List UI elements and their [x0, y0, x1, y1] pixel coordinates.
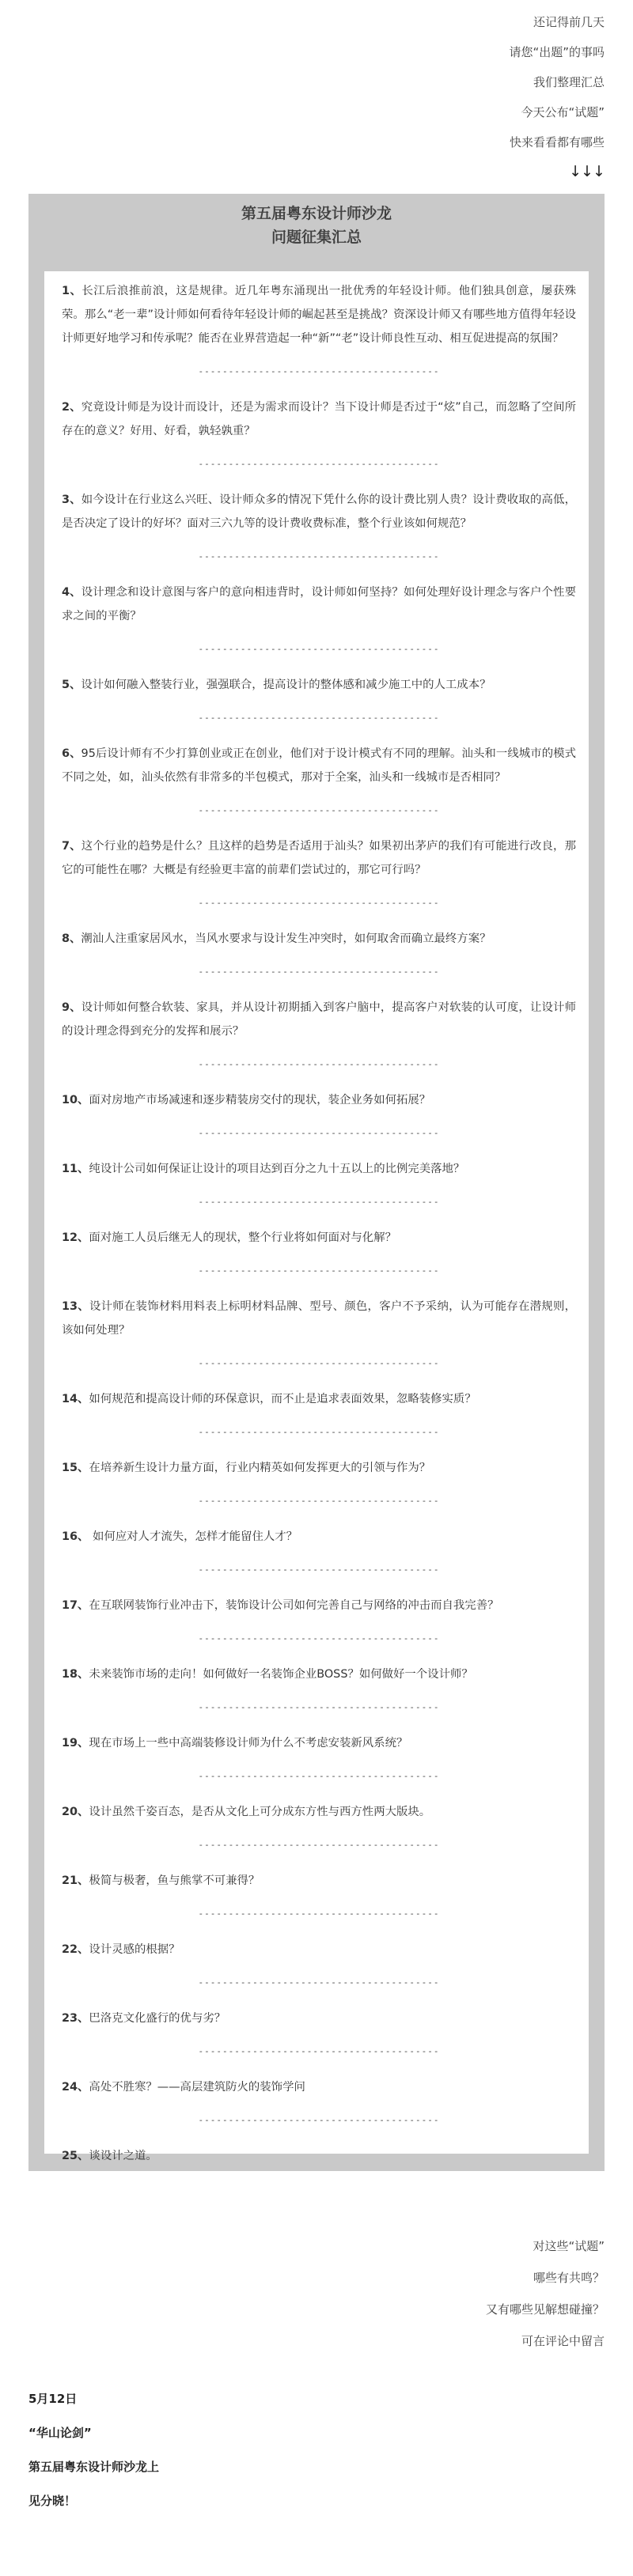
- question-item: [62, 1295, 576, 1342]
- question-text: 设计师如何整合软装、家具，并从设计初期插入到客户脑中，提高客户对软装的认可度，让设计师的设计理念得到充分的发挥和展示？: [62, 1001, 576, 1038]
- question-separator: ----------------------------------------: [198, 1908, 440, 1919]
- question-item: [62, 2144, 576, 2168]
- question-item: [62, 1088, 576, 1112]
- question-item: [62, 1662, 576, 1686]
- intro-line: 我们整理汇总: [533, 75, 605, 89]
- question-separator: ----------------------------------------: [198, 1128, 440, 1138]
- question-separator: ----------------------------------------: [198, 1771, 440, 1781]
- question-text: 设计灵感的根据？: [89, 1943, 180, 1956]
- question-number: 2、: [62, 401, 81, 414]
- question-number: 7、: [62, 840, 81, 853]
- card-title-line: 第五届粤东设计师沙龙: [241, 205, 392, 222]
- question-text: 在互联网装饰行业冲击下，装饰设计公司如何完善自己与网络的冲击而自我完善？: [89, 1599, 499, 1612]
- question-item: [62, 927, 576, 951]
- question-number: 22、: [62, 1943, 89, 1956]
- outro-text: [486, 2234, 605, 2361]
- question-number: 8、: [62, 932, 81, 945]
- question-separator: ----------------------------------------: [198, 2046, 440, 2056]
- card-title-line: 问题征集汇总: [271, 229, 362, 246]
- question-text: 纯设计公司如何保证让设计的项目达到百分之九十五以上的比例完美落地？: [89, 1163, 465, 1175]
- question-number: 5、: [62, 679, 81, 691]
- question-number: 20、: [62, 1806, 89, 1818]
- event-line: 见分晓！: [28, 2494, 77, 2508]
- question-item: [62, 1157, 576, 1181]
- question-separator: ----------------------------------------: [198, 898, 440, 908]
- question-text: 设计师在装饰材料用料表上标明材料品牌、型号、颜色，客户不予采纳，认为可能存在潜规则，该如何处理？: [62, 1300, 576, 1337]
- question-text: 面对房地产市场减速和逐步精装房交付的现状，装企业务如何拓展？: [89, 1094, 431, 1106]
- intro-line: 还记得前几天: [533, 15, 605, 29]
- question-item: [62, 1456, 576, 1480]
- question-item: [62, 834, 576, 882]
- question-item: [62, 1800, 576, 1824]
- question-separator: ----------------------------------------: [198, 1496, 440, 1506]
- question-text: 在培养新生设计力量方面，行业内精英如何发挥更大的引领与作为？: [89, 1462, 431, 1474]
- question-number: 1、: [62, 285, 82, 297]
- event-line: 第五届粤东设计师沙龙上: [28, 2460, 160, 2474]
- question-text: 潮汕人注重家居风水，当风水要求与设计发生冲突时，如何取舍而确立最终方案？: [81, 932, 491, 945]
- question-text: 极简与极奢，鱼与熊掌不可兼得？: [89, 1874, 260, 1887]
- question-separator: ----------------------------------------: [198, 1358, 440, 1368]
- question-number: 14、: [62, 1393, 89, 1405]
- question-separator: ----------------------------------------: [198, 1702, 440, 1712]
- question-text: 巴洛克文化盛行的优与劣？: [89, 2012, 226, 2025]
- question-separator: ----------------------------------------: [198, 551, 440, 562]
- question-separator: ----------------------------------------: [198, 644, 440, 654]
- question-text: 这个行业的趋势是什么？且这样的趋势是否适用于汕头？如果初出茅庐的我们有可能进行改良，那它的可能性在哪？大概是有经验更丰富的前辈们尝试过的，那它可行吗？: [62, 840, 576, 876]
- question-separator: ----------------------------------------: [198, 1977, 440, 1988]
- question-number: 21、: [62, 1874, 89, 1887]
- question-text: 如何规范和提高设计师的环保意识，而不止是追求表面效果，忽略装修实质？: [89, 1393, 476, 1405]
- event-line: “华山论剑”: [28, 2426, 92, 2440]
- question-text: 面对施工人员后继无人的现状，整个行业将如何面对与化解？: [89, 1231, 396, 1244]
- question-separator: ----------------------------------------: [198, 1265, 440, 1276]
- question-item: [62, 673, 576, 697]
- outro-line: 对这些“试题”: [533, 2239, 605, 2253]
- question-number: 6、: [62, 747, 81, 760]
- question-number: 18、: [62, 1668, 89, 1681]
- question-item: [62, 742, 576, 789]
- outro-line: 哪些有共鸣？: [533, 2271, 605, 2285]
- question-number: 17、: [62, 1599, 89, 1612]
- question-text: 究竟设计师是为设计而设计，还是为需求而设计？当下设计师是否过于“炫”自己，而忽略了空间所存在的意义？好用、好看，孰轻孰重？: [62, 401, 576, 437]
- question-text: 如今设计在行业这么兴旺、设计师众多的情况下凭什么你的设计费比别人贵？设计费收取的高低，是否决定了设计的好坏？面对三六九等的设计费收费标准，整个行业该如何规范？: [62, 494, 576, 530]
- question-separator: ----------------------------------------: [198, 713, 440, 723]
- question-number: 9、: [62, 1001, 81, 1014]
- intro-text: [509, 11, 605, 161]
- event-line: 5月12日: [28, 2392, 78, 2406]
- question-separator: ----------------------------------------: [198, 1059, 440, 1069]
- question-number: 19、: [62, 1737, 89, 1749]
- intro-line: 今天公布“试题”: [521, 105, 605, 119]
- question-item: [62, 1226, 576, 1250]
- question-separator: ----------------------------------------: [198, 1840, 440, 1850]
- question-text: 设计虽然千姿百态，是否从文化上可分成东方性与西方性两大版块。: [89, 1806, 431, 1818]
- question-text: 95后设计师有不少打算创业或正在创业，他们对于设计模式有不同的理解。汕头和一线城市的模式不同之处，如，汕头依然有非常多的半包模式，那对于全案，汕头和一线城市是否相同？: [62, 747, 576, 784]
- question-list: [44, 271, 589, 2162]
- question-item: [62, 1938, 576, 1961]
- card-title: [28, 202, 605, 249]
- question-item: [62, 581, 576, 628]
- question-number: 24、: [62, 2081, 89, 2094]
- question-item: [62, 996, 576, 1043]
- question-item: [62, 1594, 576, 1617]
- question-number: 4、: [62, 586, 81, 599]
- question-separator: ----------------------------------------: [198, 805, 440, 815]
- down-arrows-icon: ↓↓↓: [569, 163, 605, 180]
- question-separator: ----------------------------------------: [198, 1197, 440, 1207]
- question-number: 16、: [62, 1530, 89, 1543]
- question-separator: ----------------------------------------: [198, 1427, 440, 1437]
- question-text: 如何应对人才流失，怎样才能留住人才？: [89, 1530, 298, 1543]
- question-card: [28, 194, 605, 2171]
- outro-line: 可在评论中留言: [521, 2334, 605, 2348]
- question-separator: ----------------------------------------: [198, 1564, 440, 1575]
- question-number: 13、: [62, 1300, 89, 1313]
- question-item: [62, 488, 576, 535]
- question-item: [62, 1731, 576, 1755]
- question-number: 15、: [62, 1462, 89, 1474]
- question-text: 设计理念和设计意图与客户的意向相违背时，设计师如何坚持？如何处理好设计理念与客户个性要求之间的平衡？: [62, 586, 576, 622]
- question-item: [62, 395, 576, 443]
- question-item: [62, 279, 576, 350]
- question-text: 设计如何融入整装行业，强强联合，提高设计的整体感和减少施工中的人工成本？: [81, 679, 491, 691]
- question-separator: ----------------------------------------: [198, 459, 440, 469]
- question-text: 谈设计之道。: [89, 2150, 157, 2162]
- outro-line: 又有哪些见解想碰撞？: [485, 2302, 605, 2317]
- intro-line: 快来看看都有哪些: [509, 135, 605, 149]
- question-text: 高处不胜寒？——高层建筑防火的装饰学问: [89, 2081, 305, 2094]
- question-number: 23、: [62, 2012, 89, 2025]
- question-separator: ----------------------------------------: [198, 2115, 440, 2125]
- question-separator: ----------------------------------------: [198, 966, 440, 977]
- question-item: [62, 2007, 576, 2030]
- question-text: 长江后浪推前浪，这是规律。近几年粤东涌现出一批优秀的年轻设计师。他们独具创意，屡获殊荣。那么“老一辈”设计师如何看待年轻设计师的崛起甚至是挑战？资深设计师又有哪些地方值得年轻设计师更好地学习和传承呢？能否在业界营造起一种“新”“老”设计师良性互动、相互促进提高的氛围？: [62, 285, 576, 345]
- question-number: 11、: [62, 1163, 89, 1175]
- question-item: [62, 1387, 576, 1411]
- question-text: 未来装饰市场的走向！如何做好一名装饰企业BOSS？如何做好一个设计师？: [89, 1668, 473, 1681]
- question-separator: ----------------------------------------: [198, 366, 440, 376]
- question-number: 25、: [62, 2150, 89, 2162]
- question-item: [62, 1869, 576, 1893]
- question-text: 现在市场上一些中高端装修设计师为什么不考虑安装新风系统？: [89, 1737, 408, 1749]
- question-item: [62, 2075, 576, 2099]
- question-number: 12、: [62, 1231, 89, 1244]
- question-item: [62, 1525, 576, 1549]
- intro-line: 请您“出题”的事吗: [509, 45, 605, 59]
- question-number: 3、: [62, 494, 81, 506]
- event-info: [28, 2385, 159, 2521]
- question-number: 10、: [62, 1094, 89, 1106]
- question-separator: ----------------------------------------: [198, 1633, 440, 1644]
